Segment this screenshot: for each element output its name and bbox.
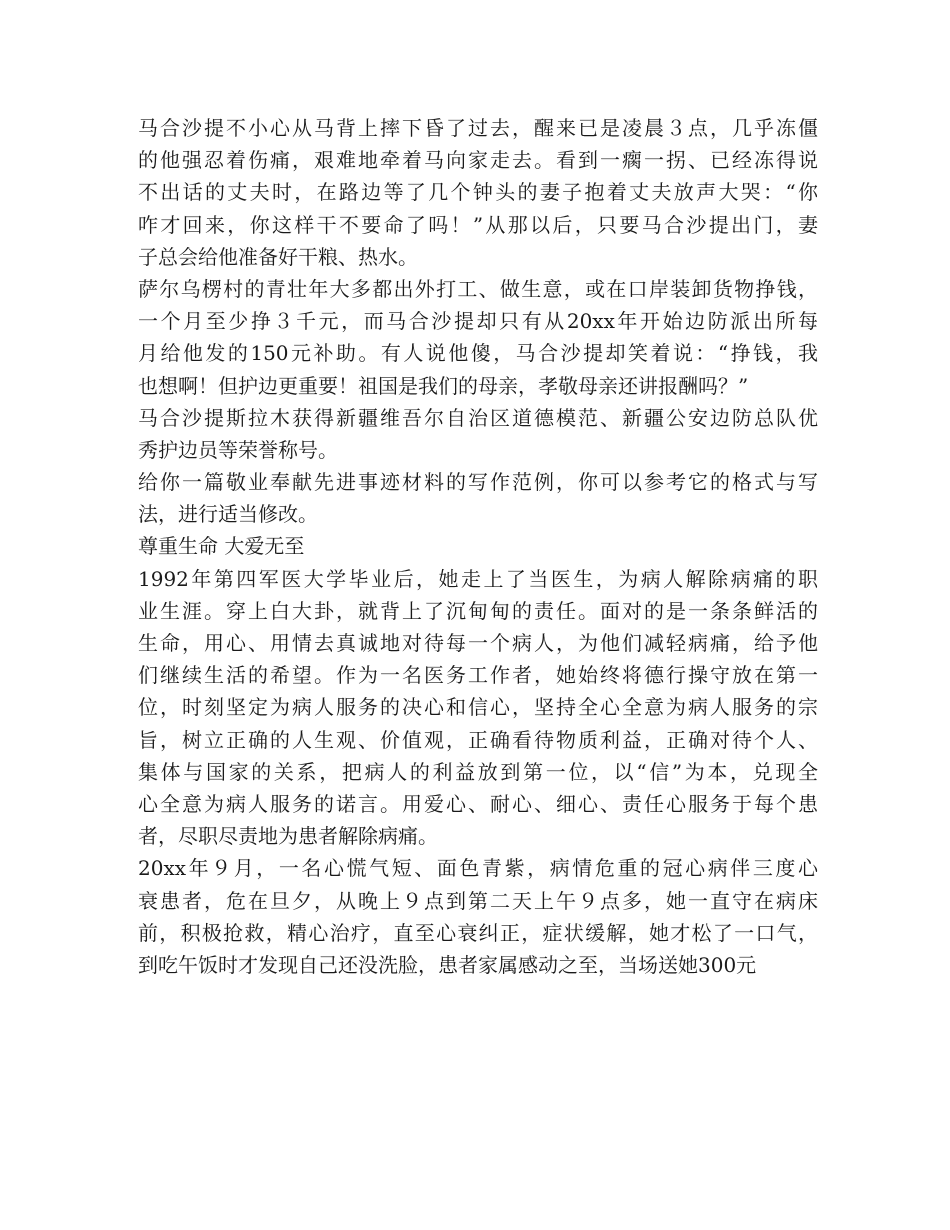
text-line: 马合沙提不小心从马背上摔下昏了过去，醒来已是凌晨３点，几乎冻僵 [138,116,818,140]
text-line: 们继续生活的希望。作为一名医务工作者，她始终将德行操守放在第一 [138,663,818,688]
text-line: 子总会给他准备好干粮、热水。 [138,244,418,269]
paragraph [138,112,818,273]
text-line: 业生涯。穿上白大卦，就背上了沉甸甸的责任。面对的是一条条鲜活的 [138,598,818,623]
text-line: 秀护边员等荣誉称号。 [138,437,338,462]
text-line: 马合沙提斯拉木获得新疆维吾尔自治区道德模范、新疆公安边防总队优 [138,405,818,430]
text-line: 1992年第四军医大学毕业后，她走上了当医生，为病人解除病痛的职 [138,566,818,591]
text-line: 的他强忍着伤痛，艰难地牵着马向家走去。看到一瘸一拐、已经冻得说 [138,148,818,173]
paragraph [138,273,818,402]
text-line: 20xx年９月，一名心慌气短、面色青紫，病情危重的冠心病伴三度心 [138,856,818,881]
text-line: 前，积极抢救，精心治疗，直至心衰纠正，症状缓解，她才松了一口气， [138,920,818,945]
text-line: 咋才回来，你这样干不要命了吗！”从那以后，只要马合沙提出门，妻 [138,212,818,237]
text-line: 也想啊！但护边更重要！祖国是我们的母亲，孝敬母亲还讲报酬吗？” [138,373,749,398]
text-line: 生命，用心、用情去真诚地对待每一个病人，为他们减轻病痛，给予他 [138,631,818,655]
text-line: 者，尽职尽责地为患者解除病痛。 [138,824,438,849]
text-line: 旨，树立正确的人生观、价值观，正确看待物质利益，正确对待个人、 [138,727,818,752]
paragraph [138,530,818,562]
paragraph [138,466,818,530]
paragraph [138,402,818,466]
text-line: 一个月至少挣３千元，而马合沙提却只有从20xx年开始边防派出所每 [138,309,818,334]
text-line: 衰患者，危在旦夕，从晚上９点到第二天上午９点多，她一直守在病床 [138,888,818,913]
text-line: 不出话的丈夫时，在路边等了几个钟头的妻子抱着丈夫放声大哭：“你 [138,180,818,205]
text-line: 心全意为病人服务的诺言。用爱心、耐心、细心、责任心服务于每个患 [138,791,818,816]
text-line: 位，时刻坚定为病人服务的决心和信心，坚持全心全意为病人服务的宗 [138,695,818,720]
text-line: 集体与国家的关系，把病人的利益放到第一位，以“信”为本，兑现全 [138,759,818,784]
text-line: 尊重生命 大爱无至 [138,534,305,559]
text-line: 萨尔乌楞村的青壮年大多都出外打工、做生意，或在口岸装卸货物挣钱， [138,276,818,301]
text-line: 月给他发的150元补助。有人说他傻，马合沙提却笑着说：“挣钱，我 [138,341,818,366]
text-line: 给你一篇敬业奉献先进事迹材料的写作范例，你可以参考它的格式与写 [138,470,818,495]
text-line: 到吃午饭时才发现自己还没洗脸，患者家属感动之至，当场送她300元 [138,952,757,977]
text-line: 法，进行适当修改。 [138,502,318,527]
paragraph [138,563,818,853]
document-body [138,112,818,981]
paragraph [138,852,818,981]
